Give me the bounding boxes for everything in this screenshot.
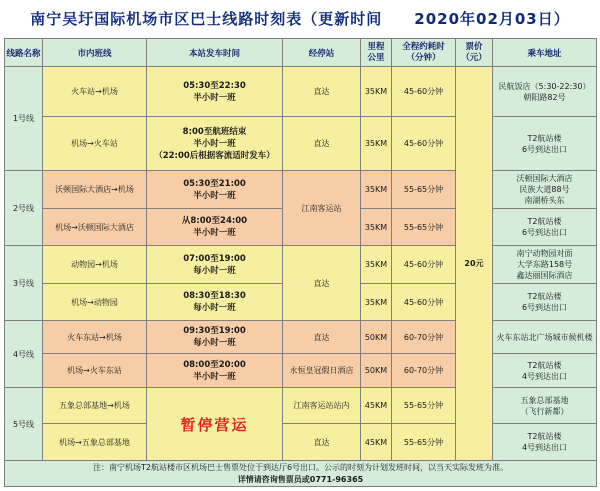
duration-cell: 55-65分钟 <box>392 171 456 209</box>
distance-cell: 35KM <box>361 209 392 246</box>
duration-cell: 45-60分钟 <box>392 67 456 117</box>
distance-cell: 50KM <box>361 321 392 354</box>
distance-cell: 50KM <box>361 354 392 388</box>
schedule-cell: 08:30至18:30 每小时一班 <box>147 284 283 321</box>
stops-cell: 直达 <box>283 424 361 461</box>
line-name: 3号线 <box>5 246 43 321</box>
duration-cell: 55-65分钟 <box>392 388 456 424</box>
table-row <box>5 388 597 424</box>
stops-cell: 江南客运站站内 <box>283 388 361 424</box>
route-cell: 动物园→机场 <box>43 246 147 284</box>
address-cell: T2航站楼 6号到达出口 <box>493 209 597 246</box>
stops-cell: 直达 <box>283 321 361 354</box>
stops-cell: 直达 <box>283 67 361 117</box>
duration-cell: 60-70分钟 <box>392 354 456 388</box>
route-cell: 火车站→机场 <box>43 67 147 117</box>
address-cell: T2航站楼 4号到达出口 <box>493 354 597 388</box>
route-cell: 沃顿国际大酒店→机场 <box>43 171 147 209</box>
address-cell: 火车东站北广场城市候机楼 <box>493 321 597 354</box>
line-name: 5号线 <box>5 388 43 461</box>
address-cell: 五象总部基地 （飞行新都） <box>493 388 597 424</box>
address-cell: T2航站楼 6号到达出口 <box>493 284 597 321</box>
footnote <box>5 461 597 487</box>
duration-cell: 45-60分钟 <box>392 246 456 284</box>
schedule-cell: 08:00至20:00 半小时一班 <box>147 354 283 388</box>
header-stops: 经停站 <box>283 39 361 67</box>
header-schedule: 本站发车时间 <box>147 39 283 67</box>
distance-cell: 35KM <box>361 67 392 117</box>
footnote-text: 注：南宁机场T2航站楼市区机场巴士售票处位于到达厅6号出口。公示的时刻为计划发班时间，以当天实际发班为准。 <box>92 462 509 472</box>
header-fare: 票价 （元） <box>456 39 493 67</box>
duration-cell: 60-70分钟 <box>392 321 456 354</box>
stops-cell: 江南客运站 <box>283 171 361 246</box>
duration-cell: 55-65分钟 <box>392 209 456 246</box>
line-name: 2号线 <box>5 171 43 246</box>
table-row <box>5 246 597 284</box>
address-cell: T2航站楼 6号到达出口 <box>493 117 597 171</box>
header-line: 线路名称 <box>5 39 43 67</box>
fare-cell: 20元 <box>456 67 493 461</box>
schedule-cell: 从8:00至24:00 半小时一班 <box>147 209 283 246</box>
timetable <box>4 38 597 487</box>
route-cell: 机场→火车站 <box>43 117 147 171</box>
distance-cell: 35KM <box>361 284 392 321</box>
header-row <box>5 39 597 67</box>
address-cell: 沃顿国际大酒店 民族大道88号 南湖桥头东 <box>493 171 597 209</box>
distance-cell: 35KM <box>361 246 392 284</box>
line-name: 1号线 <box>5 67 43 171</box>
footnote-contact: 详情请咨询售票员或0771-96365 <box>237 474 364 484</box>
route-cell: 机场→沃顿国际大酒店 <box>43 209 147 246</box>
note-row <box>5 461 597 487</box>
distance-cell: 35KM <box>361 171 392 209</box>
route-cell: 机场→火车东站 <box>43 354 147 388</box>
header-route: 市内班线 <box>43 39 147 67</box>
header-address: 乘车地址 <box>493 39 597 67</box>
stops-cell: 永恒皇冠假日酒店 <box>283 354 361 388</box>
route-cell: 机场→动物园 <box>43 284 147 321</box>
address-cell: T2航站楼 4号到达出口 <box>493 424 597 461</box>
duration-cell: 55-65分钟 <box>392 424 456 461</box>
duration-cell: 45-60分钟 <box>392 117 456 171</box>
header-duration: 全程约耗时 （分钟） <box>392 39 456 67</box>
schedule-cell: 07:00至19:00 每小时一班 <box>147 246 283 284</box>
table-row <box>5 321 597 354</box>
table-row <box>5 171 597 209</box>
route-cell: 五象总部基地→机场 <box>43 388 147 424</box>
route-cell: 火车东站→机场 <box>43 321 147 354</box>
duration-cell: 45-60分钟 <box>392 284 456 321</box>
table-row <box>5 117 597 171</box>
address-cell: 民航饭店（5:30-22:30） 朝阳路82号 <box>493 67 597 117</box>
address-cell: 南宁动物园对面 大学东路158号 鑫达丽国际酒店 <box>493 246 597 284</box>
distance-cell: 45KM <box>361 388 392 424</box>
line-name: 4号线 <box>5 321 43 388</box>
distance-cell: 35KM <box>361 117 392 171</box>
schedule-cell: 05:30至21:00 半小时一班 <box>147 171 283 209</box>
suspended-notice: 暂停营运 <box>147 388 283 461</box>
schedule-cell: 8:00至航班结束 半小时一班 （22:00后根据客流适时发车） <box>147 117 283 171</box>
stops-cell: 直达 <box>283 117 361 171</box>
table-row <box>5 424 597 461</box>
schedule-cell: 09:30至19:00 每小时一班 <box>147 321 283 354</box>
table-row <box>5 67 597 117</box>
header-distance: 里程 公里 <box>361 39 392 67</box>
schedule-cell: 05:30至22:30 半小时一班 <box>147 67 283 117</box>
table-row <box>5 354 597 388</box>
page-title: 南宁吴圩国际机场市区巴士线路时刻表（更新时间 2020年02月03日） <box>30 10 570 28</box>
stops-cell: 直达 <box>283 246 361 321</box>
distance-cell: 45KM <box>361 424 392 461</box>
route-cell: 机场→五象总部基地 <box>43 424 147 461</box>
